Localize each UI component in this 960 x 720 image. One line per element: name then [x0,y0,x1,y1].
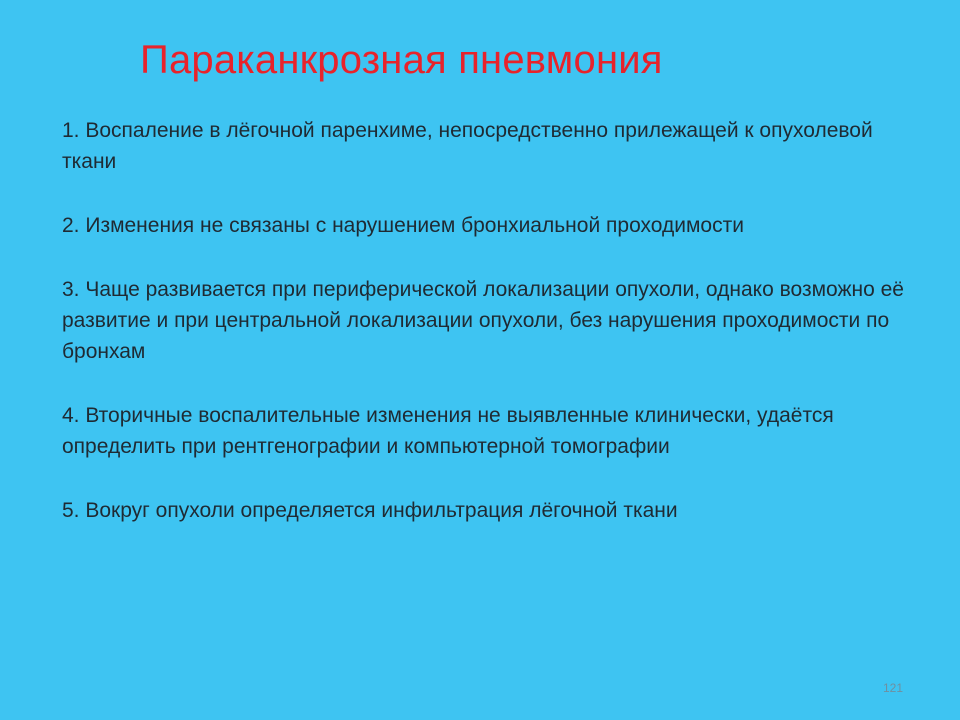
content-item-5: 5. Вокруг опухоли определяется инфильтрация лёгочной ткани [62,499,678,522]
content-item-1: 1. Воспаление в лёгочной паренхиме, непосредственно прилежащей к опухолевой ткани [62,119,873,173]
slide-title: Параканкрозная пневмония [140,38,663,82]
content-item-3: 3. Чаще развивается при периферической локализации опухоли, однако возможно её развитие и при центральной локализации опухоли, без нарушения проходимости по бронхам [62,278,904,363]
content-item-2: 2. Изменения не связаны с нарушением бронхиальной проходимости [62,214,744,237]
content-item-4: 4. Вторичные воспалительные изменения не выявленные клинически, удаётся определить при рентгенографии и компьютерной томографии [62,404,834,458]
slide-content-list [62,115,922,526]
slide-page-number: 121 [882,681,903,695]
